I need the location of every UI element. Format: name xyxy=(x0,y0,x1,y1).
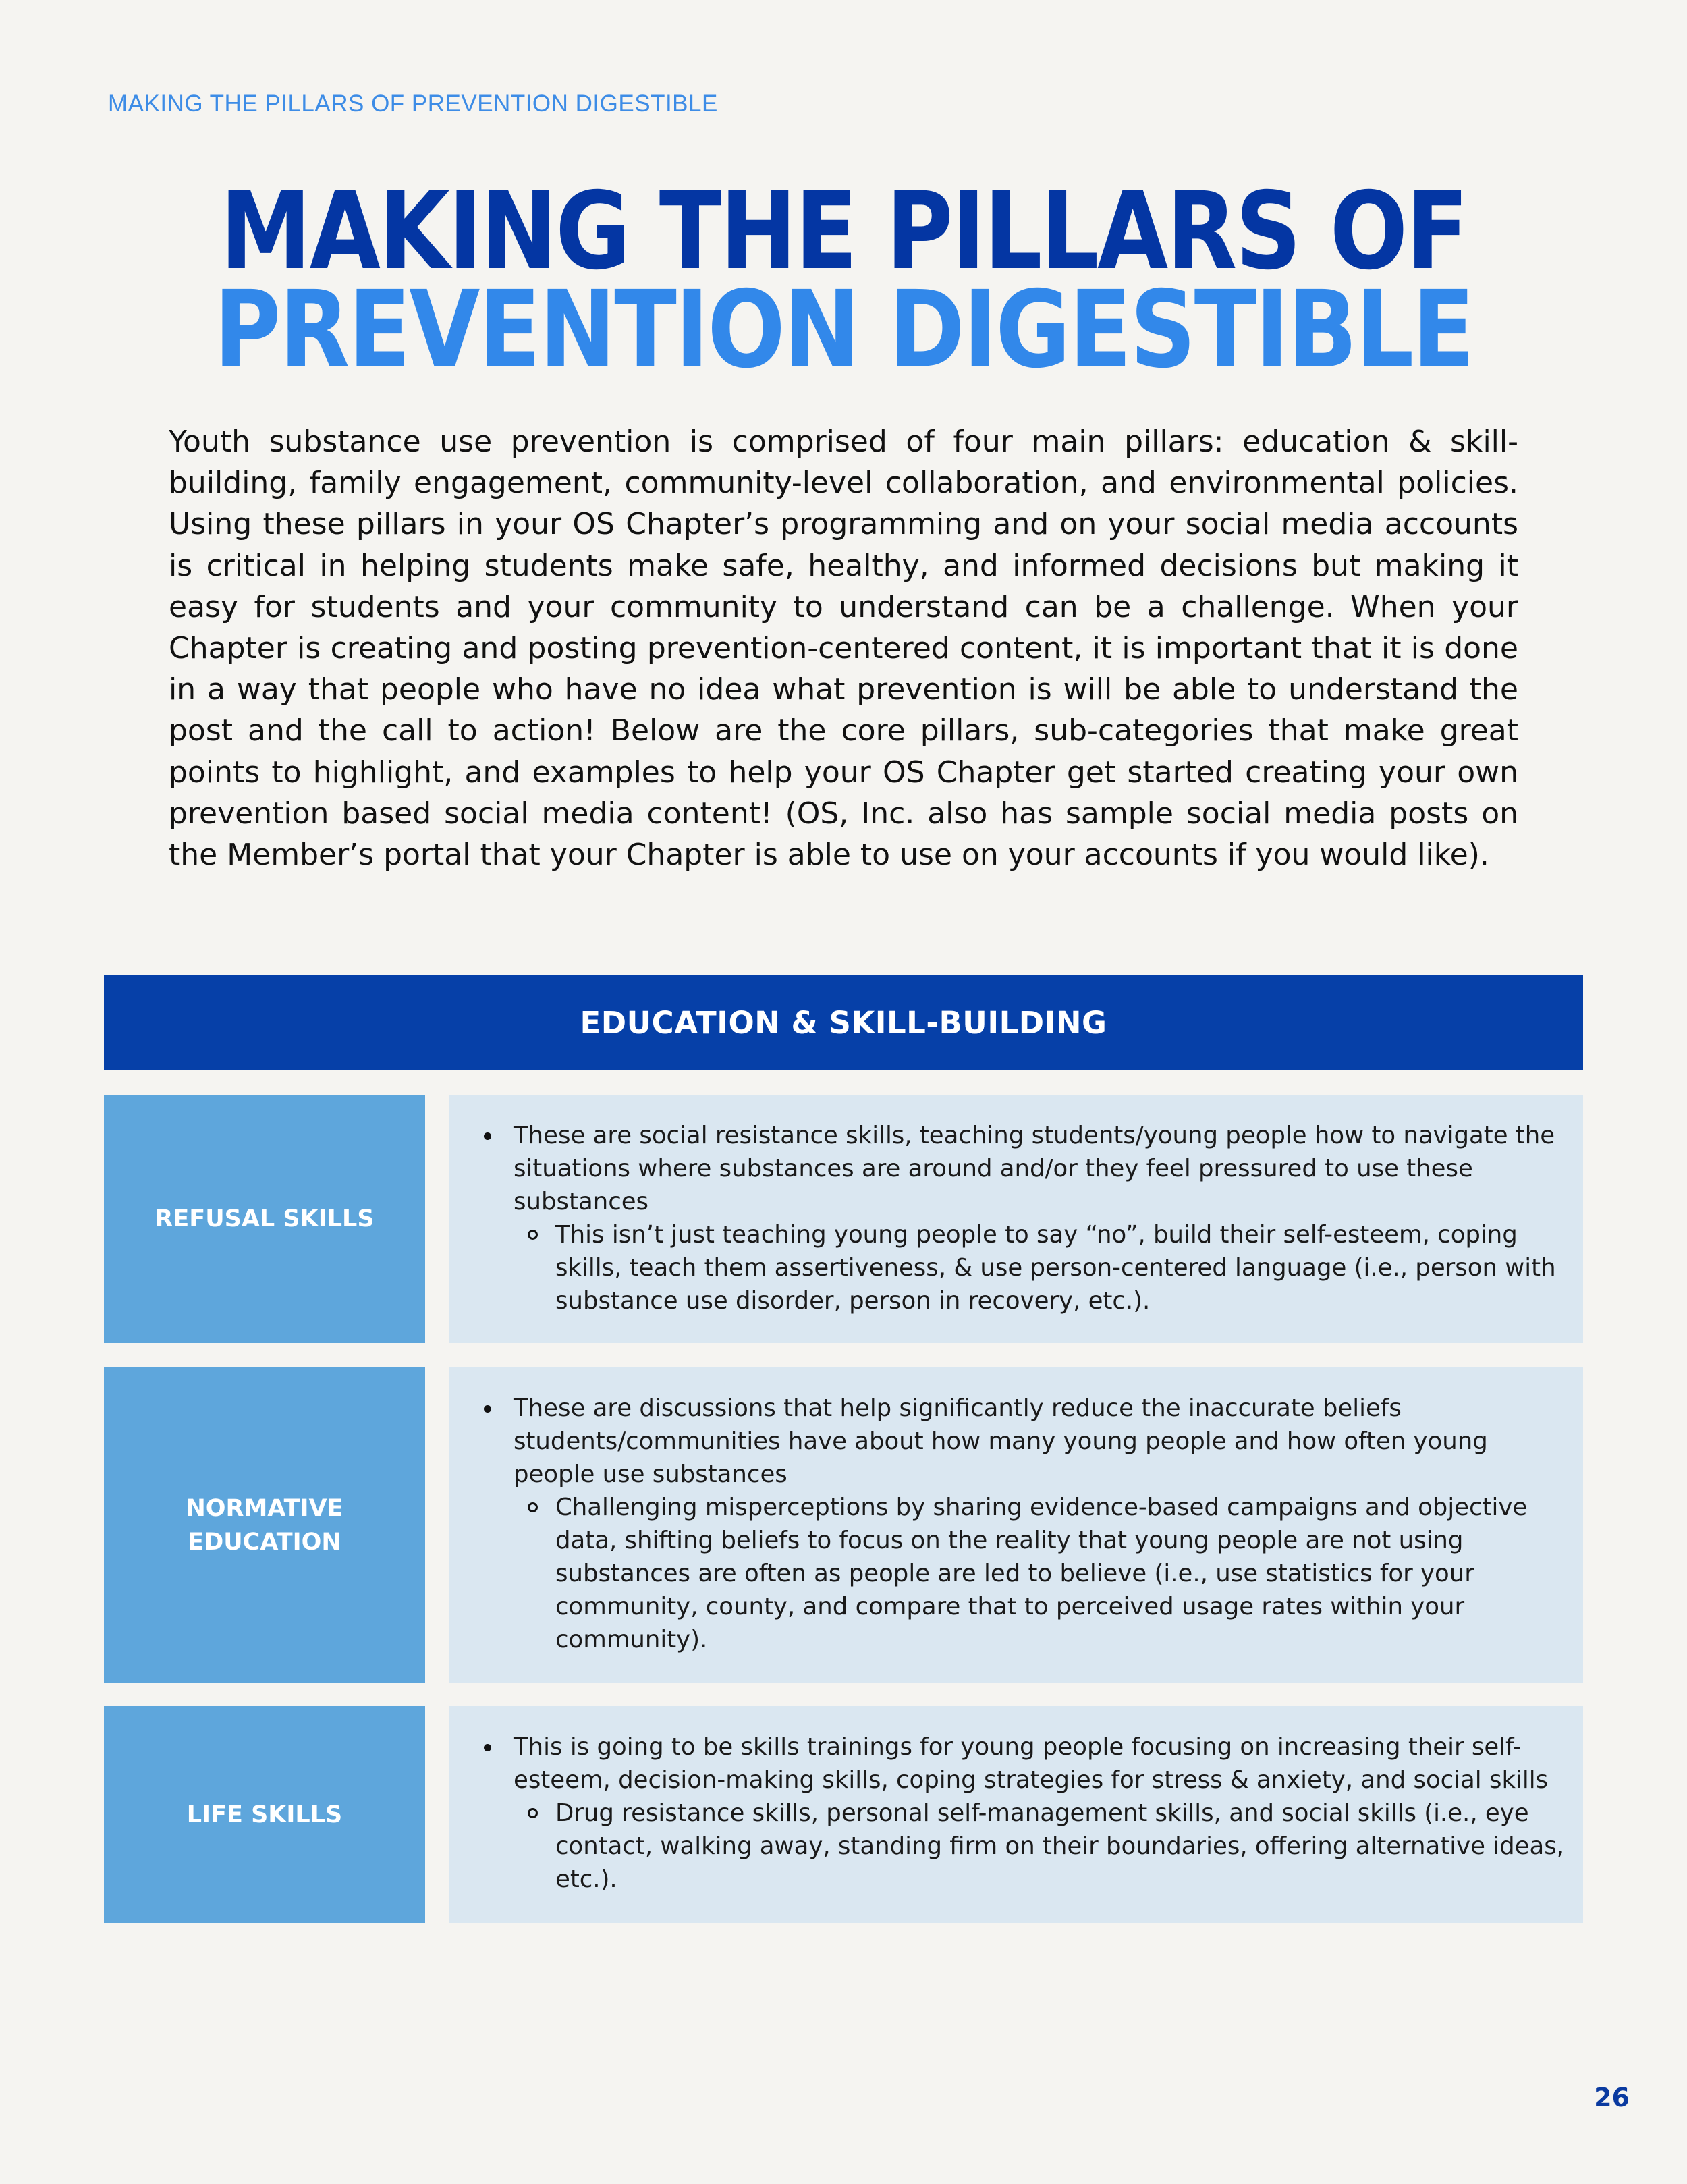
row-label: NORMATIVE EDUCATION xyxy=(186,1495,343,1556)
row-content-cell xyxy=(449,1095,1583,1343)
row-content-cell xyxy=(449,1367,1583,1683)
row-label: LIFE SKILLS xyxy=(186,1801,343,1828)
row-label-cell xyxy=(104,1367,425,1683)
bullet-item: These are social resistance skills, teaching students/young people how to navigate the situations where substances are around and/or they feel pressured to use these substances xyxy=(514,1119,1566,1218)
sub-bullet-item: Challenging misperceptions by sharing evidence-based campaigns and objective data, shifting beliefs to focus on the reality that young people are not using substances are often as people are led to believe (i.e., use statistics for your community, county, and compare that to perceived usage rates within your community). xyxy=(555,1491,1568,1656)
running-header: MAKING THE PILLARS OF PREVENTION DIGESTIBLE xyxy=(108,90,718,117)
page-title xyxy=(118,169,1569,392)
page-title-line-1: MAKING THE PILLARS OF xyxy=(220,169,1467,294)
bullet-item: These are discussions that help significantly reduce the inaccurate beliefs students/communities have about how many young people and how often young people use substances xyxy=(514,1392,1566,1491)
row-label: REFUSAL SKILLS xyxy=(155,1205,375,1232)
section-header xyxy=(104,975,1583,1070)
page-title-line-2: PREVENTION DIGESTIBLE xyxy=(213,268,1474,392)
sub-bullet-item: This isn’t just teaching young people to say “no”, build their self-esteem, coping skills, teach them assertiveness, & use person-centered language (i.e., person with substance use disorder, person in recovery, etc.). xyxy=(555,1218,1568,1317)
row-label-cell xyxy=(104,1095,425,1343)
intro-paragraph: Youth substance use prevention is comprised of four main pillars: education & skill-building, family engagement, community-level collaboration, and environmental policies. Using these pillars in your OS Chapter’s programming and on your social media accounts is critical in helping students make safe, healthy, and informed decisions but making it easy for students and your community to understand can be a challenge. When your Chapter is creating and posting prevention-centered content, it is important that it is done in a way that people who have no idea what prevention is will be able to understand the post and the call to action! Below are the core pillars, sub-categories that make great points to highlight, and examples to help your OS Chapter get started creating your own prevention based social media content! (OS, Inc. also has sample social media posts on the Member’s portal that your Chapter is able to use on your accounts if you would like). xyxy=(169,425,1518,873)
row-label-cell xyxy=(104,1706,425,1923)
row-content-cell xyxy=(449,1706,1583,1923)
section-title: EDUCATION & SKILL-BUILDING xyxy=(580,1004,1107,1041)
page-number: 26 xyxy=(1594,2083,1630,2112)
sub-bullet-item: Drug resistance skills, personal self-management skills, and social skills (i.e., eye contact, walking away, standing firm on their boundaries, offering alternative ideas, etc.). xyxy=(555,1797,1568,1896)
bullet-item: This is going to be skills trainings for young people focusing on increasing their self-esteem, decision-making skills, coping strategies for stress & anxiety, and social skills xyxy=(514,1730,1566,1797)
